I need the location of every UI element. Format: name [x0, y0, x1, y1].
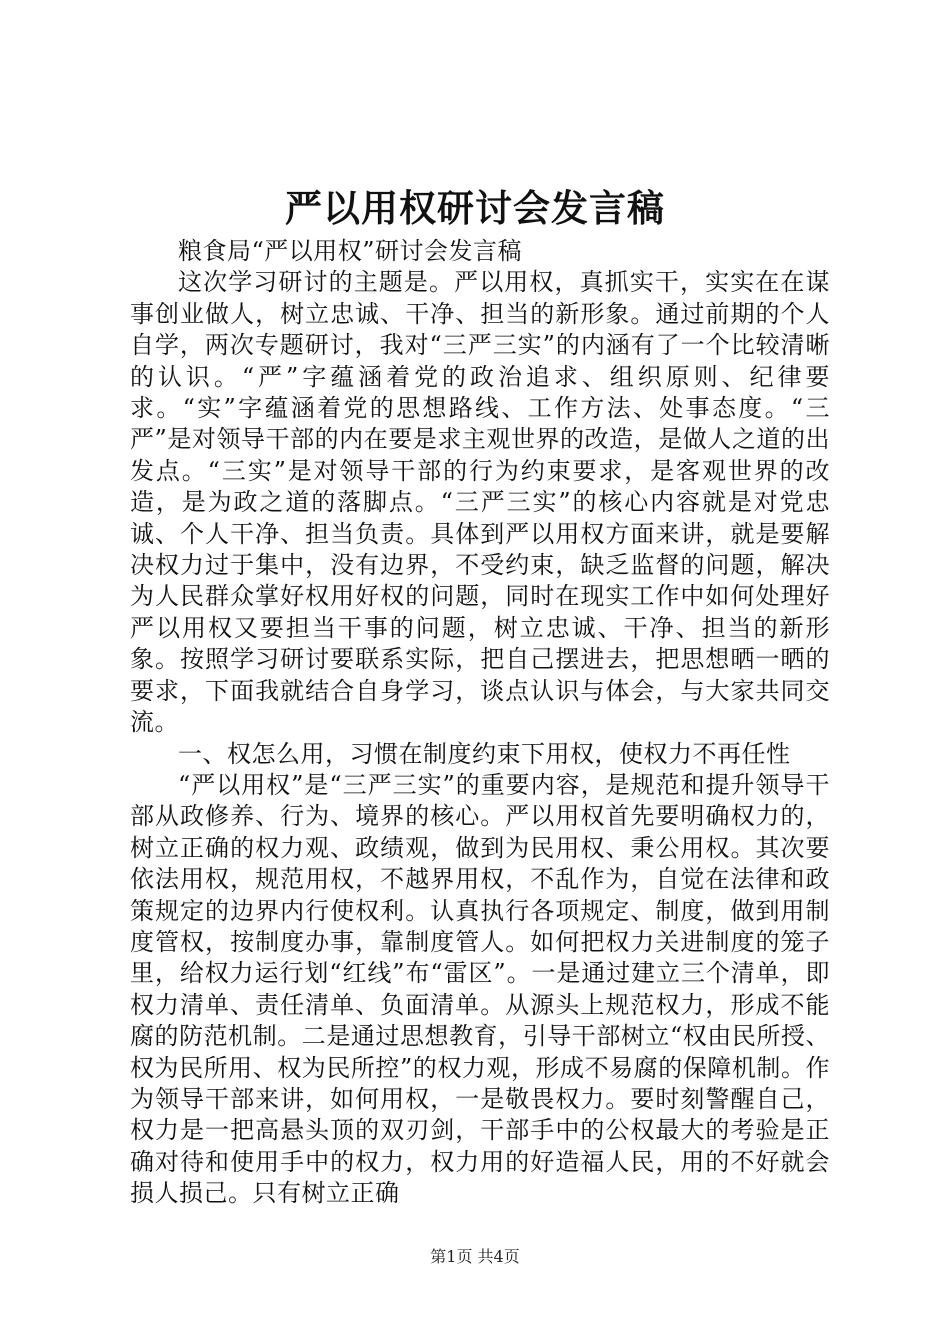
section-heading-1: 一、权怎么用，习惯在制度约束下用权，使权力不再任性	[178, 739, 791, 768]
paragraph-subtitle: 粮食局“严以用权”研讨会发言稿	[178, 237, 523, 265]
document-body	[130, 236, 830, 1210]
document-title: 严以用权研讨会发言稿	[285, 186, 665, 230]
paragraph-section-1: “严以用权”是“三严三实”的重要内容，是规范和提升领导干部从政修养、行为、境界的核心。严以用权首先要明确权力的，树立正确的权力观、政绩观，做到为民用权、秉公用权。其次要依法用权，规范用权，不越界用权，不乱作为，自觉在法律和政策规定的边界内行使权利。认真执行各项规定、制度，做到用制度管权，按制度办事，靠制度管人。如何把权力关进制度的笼子里，给权力运行划“红线”布“雷区”。一是通过建立三个清单，即权力清单、责任清单、负面清单。从源头上规范权力，形成不能腐的防范机制。二是通过思想教育，引导干部树立“权由民所授、权为民所用、权为民所控”的权力观，形成不易腐的保障机制。作为领导干部来讲，如何用权，一是敬畏权力。要时刻警醒自己，权力是一把高悬头顶的双刃剑，干部手中的公权最大的考验是正确对待和使用手中的权力，权力用的好造福人民，用的不好就会损人损己。只有树立正确	[130, 770, 830, 1208]
paragraph-intro: 这次学习研讨的主题是。严以用权，真抓实干，实实在在谋事创业做人，树立忠诚、干净、担当的新形象。通过前期的个人自学，两次专题研讨，我对“三严三实”的内涵有了一个比较清晰的认识。“严”字蕴涵着党的政治追求、组织原则、纪律要求。“实”字蕴涵着党的思想路线、工作方法、处事态度。“三严”是对领导干部的内在要是求主观世界的改造，是做人之道的出发点。“三实”是对领导干部的行为约束要求，是客观世界的改造，是为政之道的落脚点。“三严三实”的核心内容就是对党忠诚、个人干净、担当负责。具体到严以用权方面来讲，就是要解决权力过于集中，没有边界，不受约束，缺乏监督的问题，解决为人民群众掌好权用好权的问题，同时在现实工作中如何处理好严以用权又要担当干事的问题，树立忠诚、干净、担当的新形象。按照学习研讨要联系实际，把自己摆进去，把思想晒一晒的要求，下面我就结合自身学习，谈点认识与体会，与大家共同交流。	[130, 268, 830, 737]
page-footer: 第1页 共4页	[430, 1247, 520, 1266]
